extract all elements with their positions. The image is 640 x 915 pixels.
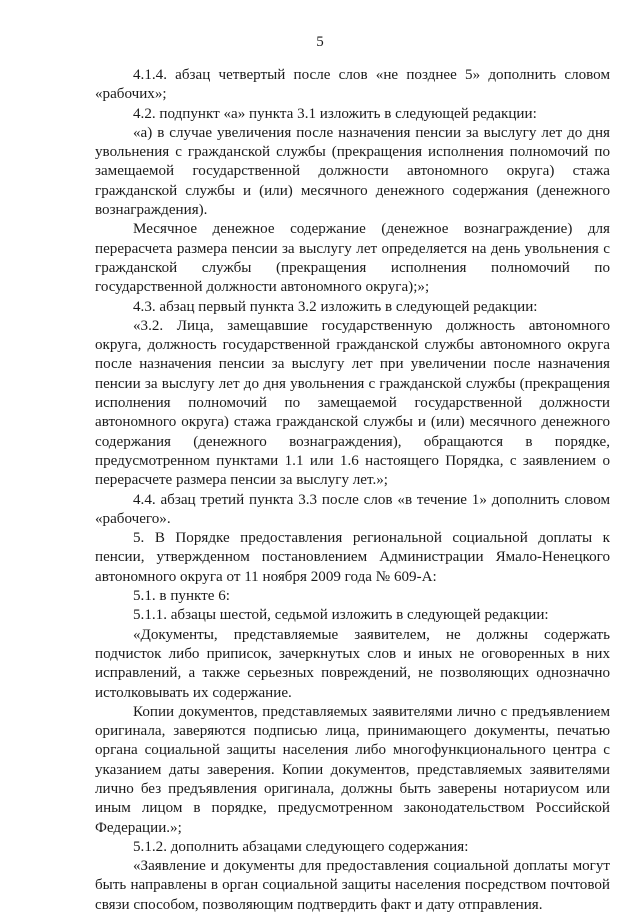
paragraph: 4.1.4. абзац четвертый после слов «не позднее 5» дополнить словом «рабочих»; (95, 67, 610, 103)
paragraph: «3.2. Лица, замещавшие государственную должность автономного округа, должность государственной гражданской службы автономного округа после назначения пенсии за выслугу лет при увеличении после назначения пенсии за выслугу лет до дня увольнения с гражданской службы (прекращения исполнения полномочий по замещаемой государственной должности автономного округа) стажа гражданской службы и (или) месячного денежного содержания (денежного вознаграждения), обращаются в порядке, предусмотренном пунктами 1.1 или 1.6 настоящего Порядка, с заявлением о перерасчете размера пенсии за выслугу лет.»; (95, 317, 610, 489)
paragraph: 5. В Порядке предоставления региональной социальной доплаты к пенсии, утвержденном постановлением Администрации Ямало-Ненецкого автономного округа от 11 ноября 2009 года № 609-А: (95, 530, 610, 585)
paragraph: 5.1.1. абзацы шестой, седьмой изложить в следующей редакции: (133, 607, 549, 624)
paragraph: 4.3. абзац первый пункта 3.2 изложить в следующей редакции: (133, 298, 538, 315)
paragraph: Месячное денежное содержание (денежное вознаграждение) для перерасчета размера пенсии за выслугу лет определяется на день увольнения с гражданской службы (прекращения исполнения полномочий по государственной должности автономного округа);»; (95, 221, 610, 296)
paragraph: «Документы, представляемые заявителем, не должны содержать подчисток либо приписок, зачеркнутых слов и иных не оговоренных в них исправлений, а также серьезных повреждений, не позволяющих однозначно истолковывать их содержание. (95, 626, 610, 701)
document-body (95, 66, 610, 915)
paragraph: «а) в случае увеличения после назначения пенсии за выслугу лет до дня увольнения с гражданской службы (прекращения исполнения полномочий по замещаемой государственной должности автономного округа) стажа гражданской службы и (или) месячного денежного содержания (денежного вознаграждения). (95, 124, 610, 219)
paragraph: 5.1.2. дополнить абзацами следующего содержания: (133, 838, 469, 855)
paragraph: Копии документов, представляемых заявителями лично с предъявлением оригинала, заверяются подписью лица, принимающего документы, печатью органа социальной защиты населения либо многофункционального центра с указанием даты заверения. Копии документов, представляемых заявителями лично без предъявления оригинала, должны быть заверены нотариусом или иным лицом в порядке, предусмотренном законодательством Российской Федерации.»; (95, 703, 610, 836)
paragraph: 4.2. подпункт «а» пункта 3.1 изложить в следующей редакции: (133, 105, 537, 122)
page-number: 5 (316, 34, 324, 50)
paragraph: 4.4. абзац третий пункта 3.3 после слов «в течение 1» дополнить словом «рабочего». (95, 491, 610, 527)
paragraph: 5.1. в пункте 6: (133, 588, 230, 605)
paragraph: «Заявление и документы для предоставления социальной доплаты могут быть направлены в орган социальной защиты населения посредством почтовой связи способом, позволяющим подтвердить факт и дату отправления. (95, 858, 610, 913)
